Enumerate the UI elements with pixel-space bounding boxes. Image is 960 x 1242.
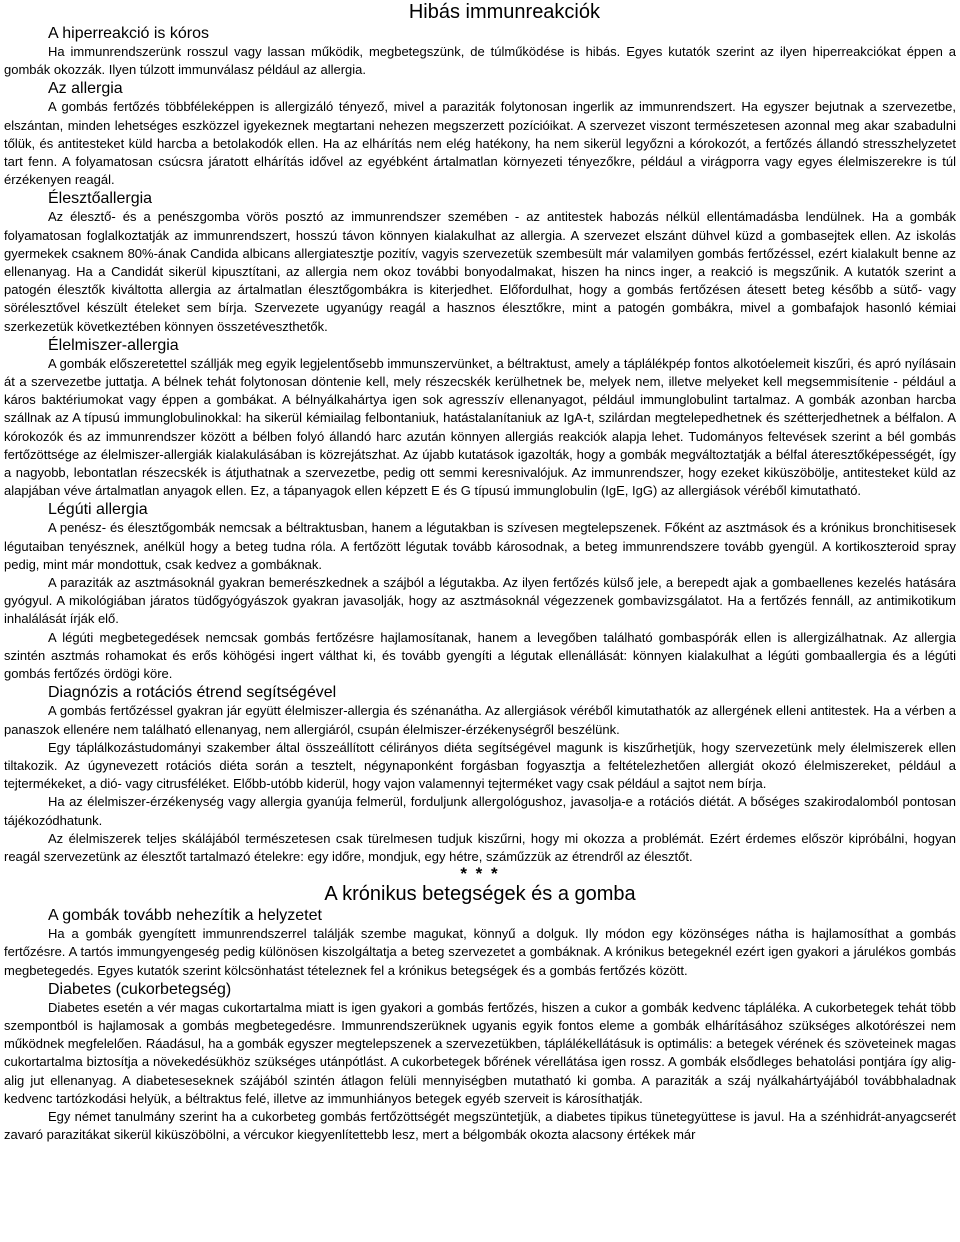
- section-heading-hiperreakcio: A hiperreakció is kóros: [48, 25, 209, 42]
- paragraph: Az élesztő- és a penészgomba vörös posztó az immunrendszer szemében - az antitestek habozás nélkül ellentámadásba lendülnek. Ha a gombák folyamatosan foglalkoztatják az immunrendszert, hosszú távon könnyen kialakulhat az allergia. A szervezet elszánt dühvel küzd a gombasejtek ellen. Az iskolás gyermekek csaknem 80%-ának Candida albicans allergiatesztje pozitív, vagyis szervezetük szembesült már valamilyen gombás fertőzéssel, ezért kialakult benne az ellenanyag. Ha a Candidát sikerül kipusztítani, az allergia nem okoz további bonyodalmakat, hiszen ha nincs inger, a reakció is megszűnik. A kutatók szerint a patogén élesztők kiváltotta allergia az ártalmatlan élesztőgombákra is kiterjedhet. Előfordulhat, hogy a gombás fertőzésen átesett beteg később a sütő- vagy sörélesztővel készült ételeket sem bírja. Szervezete ugyanúgy reagál a hasznos élesztőkre, mint a patogén gombákra, mivel a gombafajok hasonló kémiai szerkezetük következtében könnyen összetéveszthetők.: [4, 209, 956, 334]
- section-heading-gombak-nehezitik: A gombák tovább nehezítik a helyzetet: [48, 907, 322, 925]
- section-heading-diabetes: Diabetes (cukorbetegség): [48, 980, 232, 998]
- paragraph: A penész- és élesztőgombák nemcsak a béltraktusban, hanem a légutakban is szívesen megtelepszenek. Főként az asztmások és a krónikus bronchitisesek légutaiban tenyésznek, anélkül hogy a beteg tudna róla. A fertőzött légutak tovább károsodnak, a beteg immunrendszere tovább gyengül. A kortikoszteroid spray pedig, mint már mondottuk, csak kedvez a gombáknak.: [4, 520, 956, 572]
- paragraph: Ha az élelmiszer-érzékenység vagy allergia gyanúja felmerül, forduljunk allergológushoz, javasolja-e a rotációs diétát. A bőséges szakirodalomból pontosan tájékozódhatunk.: [4, 794, 956, 828]
- section-separator: * * *: [460, 864, 500, 884]
- paragraph: A légúti megbetegedések nemcsak gombás fertőzésre hajlamosítanak, hanem a levegőben található gombaspórák ellen is allergizálhatnak. Az allergia szintén asztmás rohamokat és erős köhögési ingert válthat ki, és tovább gyengíti a légutak ellenállását: könnyen kialakulhat a légúti gombaallergia és a légúti gombás fertőzés ördögi köre.: [4, 629, 956, 682]
- section-heading-elesztoallergia: Élesztőallergia: [48, 190, 153, 208]
- page-title: Hibás immunreakciók: [408, 1, 600, 23]
- section-heading-diagnozis: Diagnózis a rotációs étrend segítségével: [48, 684, 337, 702]
- paragraph: Egy táplálkozástudományi szakember által összeállított célirányos diéta segítségével magunk is kiszűrhetjük, hogy szervezetünk mely élelmiszerek ellen tiltakozik. Az úgynevezett rotációs diéta során a tesztelt, négynaponként forgásban fogyasztja a feltételezhetően allergiát okozó élelmiszereket, például a tejtermékeket, a dió- vagy citrusféléket. Előbb-utóbb kiderül, hogy vajon valamennyi tejterméket vagy csak például a sajtot nem bírja.: [4, 739, 956, 792]
- paragraph: Az élelmiszerek teljes skálájából természetesen csak türelmesen tudjuk kiszűrni, hogy mi okozza a problémát. Ezért érdemes először kipróbálni, hogyan reagál szervezetünk az élesztőt tartalmazó ételekre: egy időre, mondjuk, egy hétre, száműzzük az étrendről az élesztőt.: [4, 830, 956, 864]
- section-heading-leguti-allergia: Légúti allergia: [48, 501, 148, 519]
- paragraph: Egy német tanulmány szerint ha a cukorbeteg gombás fertőzöttségét megszüntetjük, a diabetes tipikus tünetegyüttese is javul. Ha a szénhidrát-anyagcserét zavaró parazitákat sikerül kiküszöbölni, a vércukor kiegyenlítettebb lesz, mert a bélgombák okozta alacsony értékek már: [4, 1108, 956, 1143]
- chapter-title: A krónikus betegségek és a gomba: [324, 883, 636, 906]
- paragraph: A gombás fertőzés többféleképpen is allergizáló tényező, mivel a paraziták folytonosan ingerlik az immunrendszert. Ha egyszer bejutnak a szervezetbe, elszántan, minden lehetséges eszközzel igyekeznek megtartani nehezen megszerzett pozícióikat. A szervezet viszont természetesen azonnal meg akar szabadulni tőlük, és antitesteket küld harcba a betolakodók ellen. Ha az elhárítás nem elég hatékony, ha nem sikerül legyőzni a kórokozót, a fertőzés állandó stresszhelyzetet tart fenn. A folyamatosan csúcsra járatott elhárítás idővel az egyébként ártalmatlan környezeti tényezőkre, például a virágporra vagy egyes élelmiszerekre is túl érzékenyen reagál.: [4, 99, 956, 188]
- paragraph: A paraziták az asztmásoknál gyakran bemerészkednek a szájból a légutakba. Az ilyen fertőzés külső jele, a berepedt ajak a gombaellenes kezelés hatására gyógyul. A mikológiában járatos tüdőgyógyászok gyakran javasolják, hogy az asztmásoknál végezzenek gombavizsgálatot. Ha a fertőzés fennáll, az antimikotikum inhalálását írják elő.: [4, 575, 956, 627]
- section-heading-elelmiszer-allergia: Élelmiszer-allergia: [48, 336, 179, 354]
- paragraph: Diabetes esetén a vér magas cukortartalma miatt is igen gyakori a gombás fertőzés, hiszen a cukor a gombák kedvenc tápláléka. A cukorbetegek tehát több szempontból is hajlamosak a gombás megbetegedésre. Immunrendszerüknek ugyanis egyik fontos eleme a gombák elhárításához szükséges alkotórészei nem működnek megfelelően. Ráadásul, ha a gombák egyszer megtelepszenek a szervezetükben, táplálékellátásuk is optimális: a betegek vérének és szöveteinek magas cukortartalma biztosítja a növekedésükhöz szükséges utánpótlást. A cukorbetegek bőrének vérellátása igen rossz. A gombák elsődleges behatolási pontjára így alig-alig jut ellenanyag. A diabeteseseknek szájából szintén átlagon felüli mennyiségben mutatható ki gomba. A paraziták a száj nyálkahártyájából továbbhaladnak kedvenc tartózkodási helyük, a béltraktus felé, illetve az immunhiányos betegek egyéb szerveit is károsíthatják.: [4, 999, 956, 1106]
- section-heading-allergia: Az allergia: [48, 80, 123, 98]
- paragraph: Ha a gombák gyengített immunrendszerrel találják szembe magukat, könnyű a dolguk. Ily módon egy közönséges nátha is hajlamosíthat a gombás fertőzésre. A tartós immungyengeség pedig különösen kiszolgáltatja a beteg szervezetet a gombáknak. A krónikus betegeknél ezért igen gyakori a járulékos gombás megbetegedés. Egyes kutatók szerint kölcsönhatást tételeznek fel a krónikus betegségek és a gombás fertőzés között.: [4, 926, 956, 978]
- paragraph: A gombás fertőzéssel gyakran jár együtt élelmiszer-allergia és szénanátha. Az allergiások véréből kimutathatók az allergének elleni antitestek. Ha a vérben a panaszok ellenére nem található ellenanyag, nem allergiáról, csupán élelmiszer-érzékenységről beszélünk.: [4, 703, 956, 737]
- paragraph: Ha immunrendszerünk rosszul vagy lassan működik, megbetegszünk, de túlműködése is hibás. Egyes kutatók szerint az ilyen hiperreakciókat éppen a gombák okozzák. Ilyen túlzott immunválasz például az allergia.: [4, 44, 956, 78]
- paragraph: A gombák előszeretettel szállják meg egyik legjelentősebb immunszervünket, a béltraktust, amely a táplálékpép fontos alkotóelemeit kiszűri, és apró nyílásain át a szervezetbe juttatja. A bélnek tehát folytonosan döntenie kell, mely részecskék kerülhetnek be, melyek nem, illetve melyeket kell megsemmisítenie - például a káros baktériumokat vagy éppen a gombákat. A bélnyálkahártya igen sok agresszív ellenanyagot, például immunglobulint tartalmaz. A gombák azonban harcba szállnak az A típusú immunglobulinokkal: ha sikerül kémiailag felbontaniuk, hatástalanítaniuk az IgA-t, szilárdan megtelepedhetnek és szétterjedhetnek a bélfalon. A kórokozók és az immunrendszer között a bélben folyó állandó harc azután könnyen allergiás reakciók alapja lehet. Tudományos feltevések szerint a bél gombás fertőzöttsége az élelmiszer-allergiák kialakulásában is közrejátszhat. Az újabb kutatások igazolták, hogy a gombák megváltoztatják a bélfal áteresztőképességét, így a nagyobb, lebontatlan részecskék is átjuthatnak a szervezetbe, pedig ott semmi keresnivalójuk. Az immunrendszer, hogy ezeket kiküszöbölje, antitesteket küld az alapjában véve ártalmatlan anyagok ellen. Ez, a tápanyagok ellen képzett E és G típusú immunglobulin (IgE, IgG) az allergiások véréből kimutatható.: [4, 355, 956, 499]
